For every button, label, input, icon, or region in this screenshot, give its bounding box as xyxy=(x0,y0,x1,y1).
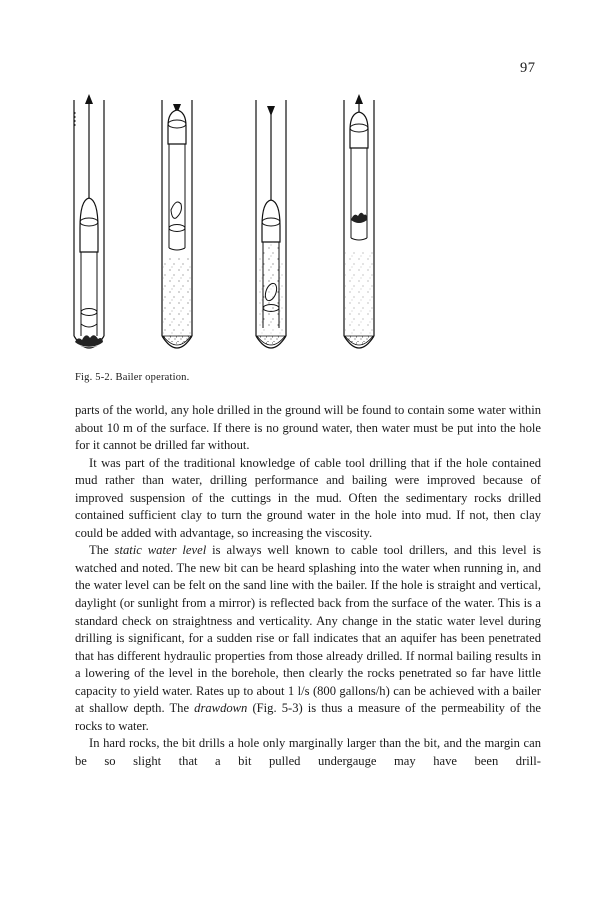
borehole-1 xyxy=(74,94,104,348)
paragraph-text: The xyxy=(89,543,115,558)
page-number: 97 xyxy=(520,60,536,76)
italic-term: static water level xyxy=(114,543,207,558)
up-arrow-icon xyxy=(85,94,93,104)
borehole-2 xyxy=(162,100,192,348)
paragraph xyxy=(75,542,541,735)
paragraph: parts of the world, any hole drilled in the ground will be found to contain some water within about 10 m of the surface. If there is no ground water, then water must be put into the hole for it cannot be drilled far without. xyxy=(75,403,541,453)
figure-caption: Fig. 5-2. Bailer operation. xyxy=(75,372,190,383)
body-text xyxy=(75,402,541,770)
bailer-operation-figure xyxy=(60,92,410,372)
paragraph: It was part of the traditional knowledge of cable tool drilling that if the hole contained mud rather than water, drilling performance and bailing were improved because of improved suspension of the cuttings in the mud. Often the sedimentary rocks drilled contained sufficient clay to turn the ground water in the hole into mud. If not, then clay could be added with advantage, so increasing the viscosity. xyxy=(75,455,541,540)
borehole-3 xyxy=(256,100,286,348)
paragraph-text: is always well known to cable tool drillers, and this level is watched and noted. The new bit can be heard splashing into the water when running in, and the water level can be felt on the sand line with the bailer. If the hole is straight and vertical, daylight (or sunlight from a mirror) is reflected back from the surface of the water. This is a standard check on straightness and verticality. Any change in the static water level during drilling is significant, for a sudden rise or fall indicates that an aquifer has been penetrated that has different hydraulic properties from those already drilled. If normal bailing results in a lowering of the level in the borehole, then clearly the rocks penetrated so far have little capacity to yield water. Rates up to about 1 l/s (800 gallons/h) can be achieved with a bailer at shallow depth. The xyxy=(75,543,541,716)
paragraph: In hard rocks, the bit drills a hole only marginally larger than the bit, and the margin can be so slight that a bit pulled undergauge may have been drill- xyxy=(75,736,541,768)
paragraph-text: (Fig. 5-3) is thus a measure of the permeability of the rocks to water. xyxy=(75,701,541,733)
borehole-4 xyxy=(344,94,374,348)
down-arrow-icon xyxy=(267,106,275,116)
italic-term: drawdown xyxy=(194,701,248,716)
up-arrow-icon xyxy=(355,94,363,104)
